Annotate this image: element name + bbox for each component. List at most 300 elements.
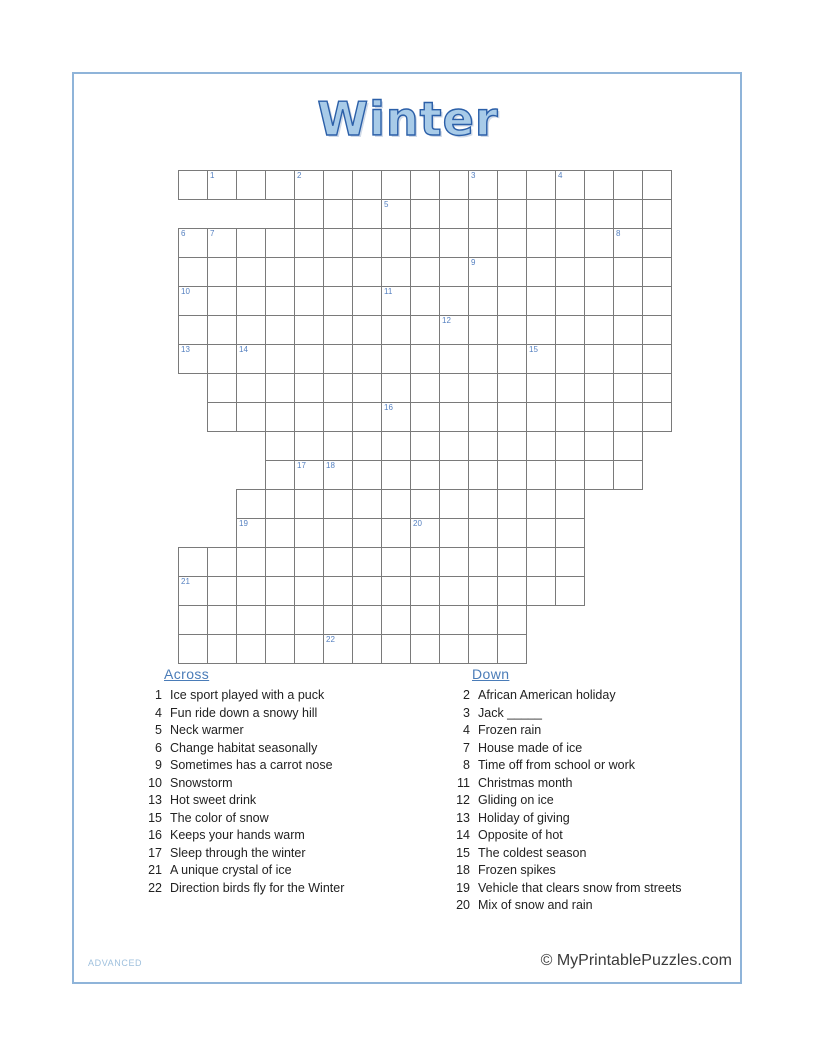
grid-cell[interactable] (324, 635, 353, 664)
grid-cell[interactable] (527, 548, 556, 577)
grid-cell[interactable] (411, 490, 440, 519)
grid-cell[interactable] (179, 548, 208, 577)
grid-cell[interactable] (643, 171, 672, 200)
grid-cell[interactable] (179, 606, 208, 635)
grid-cell[interactable] (527, 432, 556, 461)
grid-cell[interactable] (440, 171, 469, 200)
clue-number: 19 (456, 880, 470, 895)
grid-cell[interactable] (440, 519, 469, 548)
grid-cell[interactable] (469, 577, 498, 606)
grid-cell[interactable] (498, 403, 527, 432)
grid-cell[interactable] (179, 635, 208, 664)
grid-cell-empty (643, 606, 672, 635)
grid-cell[interactable] (179, 287, 208, 316)
grid-cell-empty (614, 606, 643, 635)
grid-cell[interactable] (382, 287, 411, 316)
grid-cell[interactable] (324, 461, 353, 490)
grid-cell[interactable] (440, 403, 469, 432)
grid-cell[interactable] (237, 258, 266, 287)
grid-cell[interactable] (411, 432, 440, 461)
grid-cell[interactable] (498, 519, 527, 548)
grid-cell[interactable] (411, 229, 440, 258)
grid-cell[interactable] (527, 229, 556, 258)
grid-cell[interactable] (266, 258, 295, 287)
clue-number: 17 (148, 845, 162, 860)
grid-cell[interactable] (440, 606, 469, 635)
grid-cell[interactable] (498, 345, 527, 374)
grid-cell[interactable] (266, 316, 295, 345)
grid-cell[interactable] (469, 171, 498, 200)
grid-cell-number: 8 (616, 229, 621, 238)
clue-number: 22 (148, 880, 162, 895)
grid-cell[interactable] (527, 287, 556, 316)
across-clue-list (140, 687, 440, 897)
grid-cell[interactable] (324, 548, 353, 577)
grid-cell[interactable] (324, 171, 353, 200)
grid-cell[interactable] (556, 258, 585, 287)
grid-cell[interactable] (208, 635, 237, 664)
grid-cell[interactable] (498, 577, 527, 606)
grid-cell[interactable] (208, 403, 237, 432)
grid-cell[interactable] (527, 316, 556, 345)
grid-cell[interactable] (411, 258, 440, 287)
grid-cell[interactable] (237, 171, 266, 200)
grid-cell[interactable] (382, 490, 411, 519)
grid-cell[interactable] (353, 432, 382, 461)
grid-cell[interactable] (295, 490, 324, 519)
grid-cell[interactable] (208, 316, 237, 345)
grid-cell[interactable] (527, 374, 556, 403)
grid-cell[interactable] (324, 490, 353, 519)
grid-cell[interactable] (643, 258, 672, 287)
grid-cell[interactable] (440, 316, 469, 345)
grid-cell[interactable] (382, 345, 411, 374)
down-heading: Down (472, 666, 510, 682)
grid-cell-number: 22 (326, 635, 335, 644)
grid-cell[interactable] (266, 432, 295, 461)
grid-cell[interactable] (556, 548, 585, 577)
grid-cell[interactable] (556, 519, 585, 548)
grid-row (179, 229, 672, 258)
clue-number: 13 (148, 793, 162, 807)
grid-cell[interactable] (643, 403, 672, 432)
grid-cell[interactable] (324, 432, 353, 461)
grid-cell-number: 20 (413, 519, 422, 528)
grid-cell[interactable] (382, 519, 411, 548)
grid-cell[interactable] (469, 519, 498, 548)
grid-cell[interactable] (353, 461, 382, 490)
grid-cell[interactable] (527, 258, 556, 287)
grid-cell[interactable] (208, 287, 237, 316)
grid-cell[interactable] (469, 258, 498, 287)
grid-cell[interactable] (614, 200, 643, 229)
grid-cell[interactable] (527, 519, 556, 548)
grid-cell[interactable] (353, 490, 382, 519)
grid-cell[interactable] (353, 606, 382, 635)
grid-cell[interactable] (179, 577, 208, 606)
grid-cell[interactable] (353, 258, 382, 287)
grid-cell[interactable] (324, 229, 353, 258)
grid-cell[interactable] (527, 461, 556, 490)
grid-cell[interactable] (440, 258, 469, 287)
grid-cell[interactable] (295, 606, 324, 635)
grid-cell[interactable] (585, 229, 614, 258)
grid-cell[interactable] (353, 171, 382, 200)
grid-cell[interactable] (382, 258, 411, 287)
grid-cell[interactable] (324, 258, 353, 287)
grid-cell[interactable] (382, 200, 411, 229)
clue-text: Opposite of hot (478, 828, 563, 842)
grid-cell[interactable] (585, 287, 614, 316)
grid-cell[interactable] (382, 432, 411, 461)
grid-cell[interactable] (556, 461, 585, 490)
grid-cell[interactable] (208, 548, 237, 577)
grid-cell[interactable] (411, 635, 440, 664)
grid-cell[interactable] (440, 345, 469, 374)
grid-cell[interactable] (324, 519, 353, 548)
grid-cell[interactable] (266, 374, 295, 403)
grid-cell[interactable] (411, 461, 440, 490)
grid-cell[interactable] (179, 171, 208, 200)
grid-cell[interactable] (469, 200, 498, 229)
down-clue-item (448, 757, 748, 774)
grid-cell[interactable] (353, 519, 382, 548)
grid-cell-empty (614, 548, 643, 577)
grid-cell[interactable] (382, 374, 411, 403)
grid-cell[interactable] (411, 606, 440, 635)
grid-cell[interactable] (411, 577, 440, 606)
grid-cell[interactable] (556, 432, 585, 461)
grid-cell[interactable] (469, 635, 498, 664)
grid-cell[interactable] (266, 606, 295, 635)
grid-cell[interactable] (411, 316, 440, 345)
grid-cell[interactable] (585, 345, 614, 374)
grid-cell[interactable] (382, 606, 411, 635)
grid-cell[interactable] (643, 316, 672, 345)
grid-cell[interactable] (295, 200, 324, 229)
grid-cell[interactable] (469, 606, 498, 635)
grid-cell[interactable] (353, 374, 382, 403)
grid-cell[interactable] (614, 316, 643, 345)
grid-cell[interactable] (324, 374, 353, 403)
grid-cell[interactable] (614, 374, 643, 403)
grid-cell[interactable] (411, 374, 440, 403)
grid-cell[interactable] (469, 374, 498, 403)
grid-cell[interactable] (324, 606, 353, 635)
grid-cell[interactable] (614, 403, 643, 432)
grid-cell[interactable] (179, 345, 208, 374)
grid-cell[interactable] (237, 548, 266, 577)
grid-cell[interactable] (440, 229, 469, 258)
grid-cell[interactable] (353, 287, 382, 316)
grid-cell[interactable] (179, 229, 208, 258)
grid-cell[interactable] (498, 635, 527, 664)
clue-number: 7 (463, 740, 470, 755)
grid-row (179, 490, 672, 519)
grid-cell[interactable] (411, 519, 440, 548)
across-clue-item (140, 792, 440, 809)
grid-cell[interactable] (208, 374, 237, 403)
grid-cell[interactable] (411, 345, 440, 374)
grid-cell[interactable] (324, 345, 353, 374)
grid-cell[interactable] (614, 258, 643, 287)
grid-row (179, 461, 672, 490)
grid-cell[interactable] (498, 200, 527, 229)
grid-cell[interactable] (556, 171, 585, 200)
grid-cell[interactable] (382, 577, 411, 606)
grid-cell[interactable] (237, 316, 266, 345)
grid-cell-number: 5 (384, 200, 389, 209)
grid-cell[interactable] (643, 345, 672, 374)
down-clue-item (448, 775, 748, 792)
grid-cell[interactable] (266, 461, 295, 490)
grid-cell[interactable] (411, 403, 440, 432)
grid-cell[interactable] (498, 432, 527, 461)
grid-cell[interactable] (469, 461, 498, 490)
grid-cell[interactable] (295, 432, 324, 461)
grid-cell[interactable] (237, 519, 266, 548)
grid-cell[interactable] (585, 171, 614, 200)
crossword-grid (178, 170, 672, 664)
grid-cell[interactable] (295, 635, 324, 664)
grid-cell[interactable] (208, 258, 237, 287)
grid-cell[interactable] (382, 548, 411, 577)
grid-cell[interactable] (440, 200, 469, 229)
grid-cell[interactable] (382, 316, 411, 345)
grid-cell-number: 1 (210, 171, 215, 180)
grid-cell[interactable] (237, 606, 266, 635)
grid-cell[interactable] (556, 316, 585, 345)
down-clue-item (448, 792, 748, 809)
grid-cell[interactable] (614, 229, 643, 258)
grid-cell[interactable] (498, 374, 527, 403)
grid-cell[interactable] (556, 287, 585, 316)
clue-text: Neck warmer (170, 723, 244, 737)
grid-cell[interactable] (527, 403, 556, 432)
grid-cell[interactable] (237, 287, 266, 316)
grid-cell[interactable] (295, 519, 324, 548)
grid-cell[interactable] (643, 229, 672, 258)
clue-number: 4 (155, 705, 162, 720)
grid-cell[interactable] (208, 345, 237, 374)
grid-cell[interactable] (324, 403, 353, 432)
grid-cell[interactable] (585, 258, 614, 287)
grid-cell[interactable] (556, 345, 585, 374)
grid-cell[interactable] (353, 577, 382, 606)
grid-cell[interactable] (353, 635, 382, 664)
grid-cell[interactable] (498, 548, 527, 577)
grid-cell[interactable] (382, 171, 411, 200)
grid-cell[interactable] (295, 171, 324, 200)
grid-cell[interactable] (266, 171, 295, 200)
across-clue-item (140, 862, 440, 879)
grid-cell[interactable] (556, 577, 585, 606)
grid-cell-empty (643, 577, 672, 606)
grid-cell[interactable] (237, 490, 266, 519)
grid-cell-number: 9 (471, 258, 476, 267)
grid-cell[interactable] (527, 490, 556, 519)
grid-cell[interactable] (382, 229, 411, 258)
grid-cell-empty (614, 577, 643, 606)
grid-cell[interactable] (237, 403, 266, 432)
grid-cell[interactable] (179, 258, 208, 287)
grid-cell[interactable] (411, 548, 440, 577)
grid-cell[interactable] (614, 171, 643, 200)
grid-cell[interactable] (237, 577, 266, 606)
grid-cell[interactable] (527, 577, 556, 606)
grid-cell[interactable] (353, 548, 382, 577)
grid-cell[interactable] (527, 345, 556, 374)
grid-cell[interactable] (469, 229, 498, 258)
grid-cell[interactable] (585, 403, 614, 432)
grid-cell[interactable] (324, 316, 353, 345)
grid-cell[interactable] (527, 200, 556, 229)
grid-cell[interactable] (643, 200, 672, 229)
grid-cell[interactable] (295, 258, 324, 287)
grid-cell[interactable] (585, 432, 614, 461)
grid-cell[interactable] (498, 490, 527, 519)
grid-cell[interactable] (353, 403, 382, 432)
grid-cell[interactable] (266, 548, 295, 577)
grid-cell[interactable] (469, 432, 498, 461)
grid-cell[interactable] (411, 287, 440, 316)
grid-cell[interactable] (295, 548, 324, 577)
grid-cell[interactable] (585, 461, 614, 490)
grid-cell[interactable] (266, 229, 295, 258)
clue-text: Frozen spikes (478, 863, 556, 877)
grid-cell[interactable] (440, 432, 469, 461)
grid-cell[interactable] (208, 229, 237, 258)
clue-text: A unique crystal of ice (170, 863, 292, 877)
grid-cell[interactable] (498, 229, 527, 258)
grid-cell[interactable] (266, 287, 295, 316)
grid-cell-empty (585, 635, 614, 664)
grid-cell[interactable] (643, 374, 672, 403)
page-title: Winter (317, 92, 499, 146)
grid-cell[interactable] (614, 432, 643, 461)
grid-cell[interactable] (498, 258, 527, 287)
grid-cell[interactable] (614, 287, 643, 316)
grid-cell[interactable] (556, 374, 585, 403)
grid-cell[interactable] (266, 635, 295, 664)
grid-cell-empty (179, 461, 208, 490)
grid-cell[interactable] (469, 490, 498, 519)
grid-cell-empty (179, 490, 208, 519)
grid-cell[interactable] (556, 490, 585, 519)
grid-cell[interactable] (556, 229, 585, 258)
grid-cell[interactable] (353, 200, 382, 229)
grid-cell[interactable] (469, 316, 498, 345)
grid-cell[interactable] (237, 635, 266, 664)
grid-cell[interactable] (295, 461, 324, 490)
grid-cell-number: 3 (471, 171, 476, 180)
grid-cell[interactable] (353, 345, 382, 374)
down-clue-item (448, 845, 748, 862)
grid-cell[interactable] (208, 171, 237, 200)
grid-cell[interactable] (208, 577, 237, 606)
grid-cell-empty (643, 432, 672, 461)
grid-row (179, 316, 672, 345)
grid-cell[interactable] (353, 316, 382, 345)
grid-cell[interactable] (469, 345, 498, 374)
grid-cell[interactable] (295, 374, 324, 403)
grid-cell-empty (556, 635, 585, 664)
grid-cell[interactable] (614, 461, 643, 490)
grid-cell[interactable] (382, 403, 411, 432)
grid-cell[interactable] (324, 200, 353, 229)
grid-cell[interactable] (469, 548, 498, 577)
grid-cell[interactable] (585, 374, 614, 403)
grid-cell[interactable] (324, 287, 353, 316)
grid-cell[interactable] (382, 461, 411, 490)
grid-cell[interactable] (266, 490, 295, 519)
grid-cell[interactable] (440, 548, 469, 577)
grid-cell[interactable] (266, 577, 295, 606)
grid-cell[interactable] (498, 287, 527, 316)
grid-cell[interactable] (266, 403, 295, 432)
grid-cell[interactable] (440, 461, 469, 490)
clue-number: 5 (155, 723, 162, 737)
grid-cell[interactable] (498, 171, 527, 200)
grid-cell[interactable] (237, 229, 266, 258)
grid-cell[interactable] (411, 200, 440, 229)
grid-cell[interactable] (440, 635, 469, 664)
grid-cell[interactable] (266, 345, 295, 374)
clue-text: Holiday of giving (478, 810, 570, 825)
grid-cell[interactable] (585, 200, 614, 229)
grid-cell[interactable] (643, 287, 672, 316)
grid-cell[interactable] (295, 577, 324, 606)
grid-cell-empty (179, 519, 208, 548)
grid-cell[interactable] (440, 287, 469, 316)
across-heading: Across (164, 666, 210, 682)
across-clue-item (140, 687, 440, 704)
grid-cell[interactable] (585, 316, 614, 345)
grid-cell[interactable] (353, 229, 382, 258)
grid-cell-empty (208, 461, 237, 490)
grid-cell[interactable] (237, 374, 266, 403)
copyright-notice: © MyPrintablePuzzles.com (540, 952, 732, 969)
clue-text: Gliding on ice (478, 793, 554, 807)
grid-cell[interactable] (614, 345, 643, 374)
grid-cell[interactable] (440, 577, 469, 606)
grid-cell[interactable] (527, 171, 556, 200)
grid-cell[interactable] (295, 403, 324, 432)
grid-cell[interactable] (295, 316, 324, 345)
grid-cell-empty (179, 200, 208, 229)
grid-cell[interactable] (295, 229, 324, 258)
grid-cell[interactable] (498, 461, 527, 490)
grid-cell[interactable] (237, 345, 266, 374)
grid-cell[interactable] (440, 490, 469, 519)
grid-cell[interactable] (556, 403, 585, 432)
grid-cell[interactable] (208, 606, 237, 635)
grid-cell[interactable] (179, 316, 208, 345)
grid-cell[interactable] (382, 635, 411, 664)
grid-cell[interactable] (266, 519, 295, 548)
grid-cell[interactable] (411, 171, 440, 200)
grid-cell[interactable] (469, 403, 498, 432)
grid-cell[interactable] (295, 287, 324, 316)
grid-cell[interactable] (469, 287, 498, 316)
grid-cell[interactable] (295, 345, 324, 374)
grid-cell[interactable] (556, 200, 585, 229)
grid-cell[interactable] (498, 316, 527, 345)
grid-cell[interactable] (324, 577, 353, 606)
grid-cell[interactable] (498, 606, 527, 635)
across-clues-column (140, 666, 440, 897)
grid-cell[interactable] (440, 374, 469, 403)
